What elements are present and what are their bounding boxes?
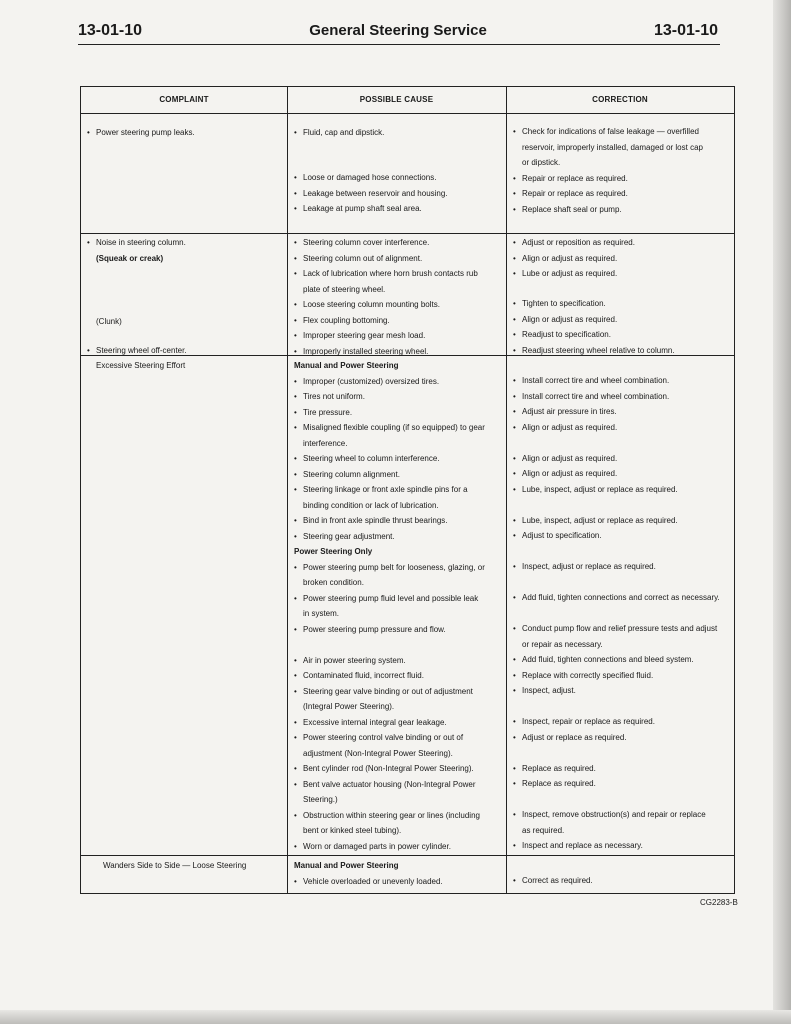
- complaint-subtype: (Squeak or creak): [96, 253, 164, 263]
- complaint-cell: [87, 125, 195, 141]
- section-heading: Power Steering Only: [294, 547, 373, 556]
- correction-item-continued: or dipstick.: [522, 158, 561, 167]
- cause-item: • Obstruction within steering gear or lines (including: [294, 808, 485, 824]
- correction-item: • Inspect, adjust.: [513, 683, 720, 699]
- correction-item-continued: or repair as necessary.: [522, 639, 603, 649]
- cause-cell: [294, 358, 485, 854]
- page-bottom-edge: [0, 1010, 791, 1024]
- correction-cell: [513, 373, 720, 854]
- correction-item: • Align or adjust as required.: [513, 251, 635, 267]
- cause-item: • Tires not uniform.: [294, 389, 485, 405]
- cause-item: • Improperly installed steering wheel.: [294, 344, 478, 360]
- cause-item: • Power steering control valve binding or out of: [294, 730, 485, 746]
- header-row-divider: [81, 113, 734, 114]
- correction-cell: [513, 296, 675, 358]
- cause-item: • Contaminated fluid, incorrect fluid.: [294, 668, 485, 684]
- correction-item: • Align or adjust as required.: [513, 420, 720, 436]
- cause-item-continued: adjustment (Non-Integral Power Steering).: [303, 748, 453, 758]
- page-number-left: 13-01-10: [78, 22, 143, 39]
- cause-item: • Flex coupling bottoming.: [294, 313, 478, 329]
- complaint-subtype: (Clunk): [96, 317, 122, 326]
- correction-item: • Adjust air pressure in tires.: [513, 404, 720, 420]
- complaint-text: • Power steering pump leaks.: [87, 125, 195, 141]
- correction-cell: [513, 873, 593, 889]
- correction-item: • Inspect, repair or replace as required.: [513, 714, 720, 730]
- cause-cell: [294, 858, 443, 889]
- complaint-text: Excessive Steering Effort: [96, 361, 186, 370]
- complaint-cell: [87, 343, 187, 359]
- diagnosis-table: [80, 86, 735, 894]
- correction-item: • Tighten to specification.: [513, 296, 675, 312]
- correction-item: • Inspect, adjust or replace as required.: [513, 559, 720, 575]
- cause-item: • Steering wheel to column interference.: [294, 451, 485, 467]
- cause-item: • Steering gear valve binding or out of adjustment: [294, 684, 485, 700]
- complaint-text: • Steering wheel off-center.: [87, 343, 187, 359]
- page-number-right: 13-01-10: [653, 22, 718, 39]
- correction-item: • Readjust to specification.: [513, 327, 675, 343]
- page-binding-shadow: [773, 0, 791, 1024]
- correction-item: • Repair or replace as required.: [513, 171, 703, 187]
- cause-item: • Vehicle overloaded or unevenly loaded.: [294, 874, 443, 890]
- correction-item: • Readjust steering wheel relative to column.: [513, 343, 675, 359]
- header-rule: [78, 44, 720, 45]
- section-heading: Manual and Power Steering: [294, 861, 399, 870]
- correction-item: • Adjust or reposition as required.: [513, 235, 635, 251]
- column-header-possible-cause: POSSIBLE CAUSE: [359, 95, 434, 104]
- cause-item: • Fluid, cap and dipstick.: [294, 125, 384, 141]
- cause-item: • Power steering pump fluid level and possible leak: [294, 591, 485, 607]
- cause-item: • Leakage at pump shaft seal area.: [294, 201, 448, 217]
- cause-item: • Loose or damaged hose connections.: [294, 170, 448, 186]
- cause-item-continued: in system.: [303, 609, 340, 618]
- complaint-text: Wanders Side to Side — Loose Steering: [103, 861, 247, 870]
- correction-item: • Install correct tire and wheel combination.: [513, 373, 720, 389]
- cause-item: • Bent valve actuator housing (Non-Integral Power: [294, 777, 485, 793]
- correction-item: • Align or adjust as required.: [513, 451, 720, 467]
- cause-item: • Excessive internal integral gear leakage.: [294, 715, 485, 731]
- correction-item: • Add fluid, tighten connections and correct as necessary.: [513, 590, 720, 606]
- column-divider: [287, 87, 288, 893]
- figure-code: CG2283-B: [700, 898, 738, 907]
- complaint-cell: [87, 235, 186, 266]
- cause-item-continued: bent or kinked steel tubing).: [303, 826, 402, 835]
- correction-item: • Correct as required.: [513, 873, 593, 889]
- cause-item: • Power steering pump pressure and flow.: [294, 622, 485, 638]
- section-heading: Manual and Power Steering: [294, 361, 399, 370]
- cause-cell: [294, 170, 448, 217]
- cause-item: • Tire pressure.: [294, 405, 485, 421]
- correction-item: • Conduct pump flow and relief pressure tests and adjust: [513, 621, 720, 637]
- page-header: [78, 22, 718, 44]
- correction-item-continued: as required.: [522, 825, 565, 835]
- correction-item: • Adjust to specification.: [513, 528, 720, 544]
- correction-cell: [513, 235, 635, 282]
- correction-item: • Inspect and replace as necessary.: [513, 838, 720, 854]
- column-header-complaint: COMPLAINT: [159, 95, 209, 104]
- cause-item-continued: Steering.): [303, 795, 338, 804]
- cause-item: • Misaligned flexible coupling (if so equipped) to gear: [294, 420, 485, 436]
- cause-item: • Worn or damaged parts in power cylinder.: [294, 839, 485, 855]
- correction-item: • Repair or replace as required.: [513, 186, 703, 202]
- cause-item: • Improper (customized) oversized tires.: [294, 374, 485, 390]
- correction-item: • Align or adjust as required.: [513, 466, 720, 482]
- cause-item: • Leakage between reservoir and housing.: [294, 186, 448, 202]
- cause-item: • Lack of lubrication where horn brush contacts rub: [294, 266, 478, 282]
- cause-item: • Improper steering gear mesh load.: [294, 328, 478, 344]
- correction-item: • Lube or adjust as required.: [513, 266, 635, 282]
- cause-item: • Steering column cover interference.: [294, 235, 478, 251]
- column-divider: [506, 87, 507, 893]
- page-title: General Steering Service: [309, 22, 487, 39]
- correction-item: • Lube, inspect, adjust or replace as required.: [513, 482, 720, 498]
- correction-cell: [513, 124, 703, 217]
- cause-item: • Steering gear adjustment.: [294, 529, 485, 545]
- correction-item: • Adjust or replace as required.: [513, 730, 720, 746]
- cause-cell: [294, 235, 478, 359]
- cause-item-continued: broken condition.: [303, 578, 364, 587]
- cause-item-continued: interference.: [303, 438, 348, 448]
- correction-item: • Replace shaft seal or pump.: [513, 202, 703, 218]
- cause-item-continued: binding condition or lack of lubrication.: [303, 500, 439, 510]
- cause-item: • Bind in front axle spindle thrust bearings.: [294, 513, 485, 529]
- correction-item-continued: reservoir, improperly installed, damaged or lost cap: [522, 142, 703, 152]
- column-header-correction: CORRECTION: [592, 95, 648, 104]
- complaint-text: • Noise in steering column.: [87, 235, 186, 251]
- cause-item-continued: plate of steering wheel.: [303, 284, 386, 294]
- cause-item: • Steering column alignment.: [294, 467, 485, 483]
- cause-item: • Loose steering column mounting bolts.: [294, 297, 478, 313]
- correction-item: • Replace with correctly specified fluid.: [513, 668, 720, 684]
- correction-item: • Check for indications of false leakage — overfilled: [513, 124, 703, 140]
- correction-item: • Lube, inspect, adjust or replace as required.: [513, 513, 720, 529]
- correction-item: • Add fluid, tighten connections and bleed system.: [513, 652, 720, 668]
- cause-item: • Bent cylinder rod (Non-Integral Power Steering).: [294, 761, 485, 777]
- cause-item: • Air in power steering system.: [294, 653, 485, 669]
- cause-cell: [294, 125, 384, 141]
- cause-item: • Steering column out of alignment.: [294, 251, 478, 267]
- cause-item-continued: (Integral Power Steering).: [303, 702, 395, 711]
- row-divider: [81, 233, 734, 234]
- correction-item: • Replace as required.: [513, 761, 720, 777]
- correction-item: • Align or adjust as required.: [513, 312, 675, 328]
- cause-item: • Steering linkage or front axle spindle pins for a: [294, 482, 485, 498]
- correction-item: • Install correct tire and wheel combination.: [513, 389, 720, 405]
- row-divider: [81, 855, 734, 856]
- correction-item: • Replace as required.: [513, 776, 720, 792]
- correction-item: • Inspect, remove obstruction(s) and repair or replace: [513, 807, 720, 823]
- cause-item: • Power steering pump belt for looseness, glazing, or: [294, 560, 485, 576]
